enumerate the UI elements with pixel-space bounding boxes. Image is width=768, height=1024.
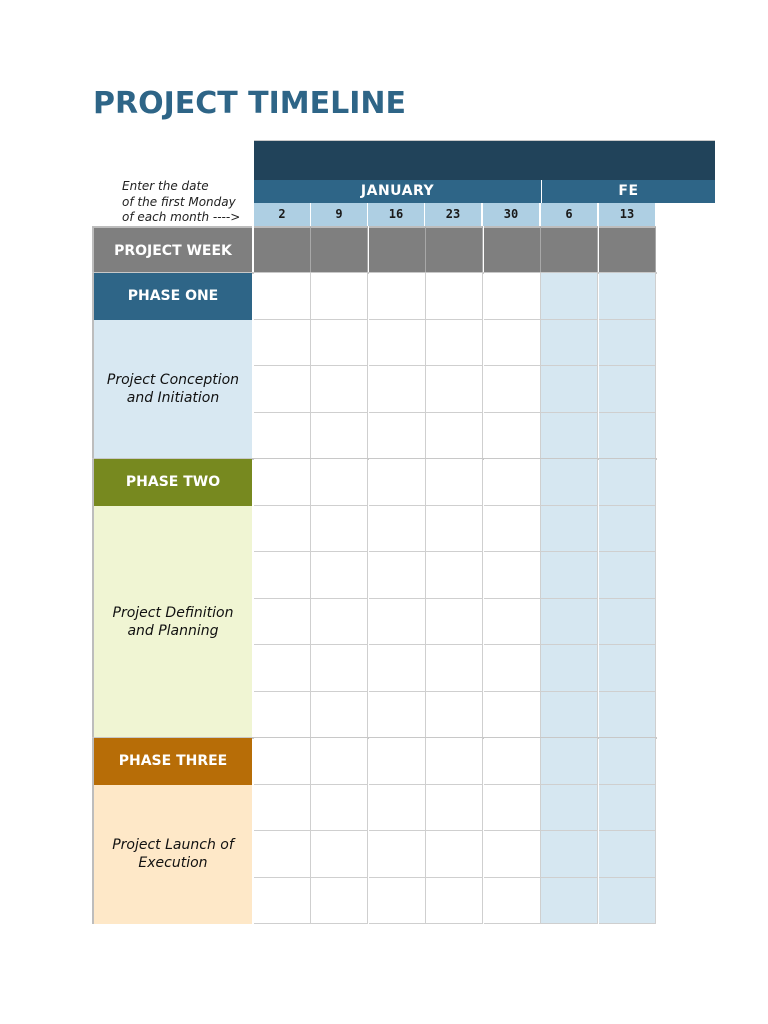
timeline-cell[interactable]: [254, 366, 311, 413]
timeline-cell[interactable]: [426, 645, 483, 692]
timeline-cell[interactable]: [254, 692, 311, 739]
timeline-cell[interactable]: [484, 459, 541, 506]
timeline-cell[interactable]: [484, 320, 541, 367]
timeline-cell[interactable]: [254, 738, 311, 785]
timeline-cell[interactable]: [599, 320, 656, 367]
timeline-cell[interactable]: [311, 366, 368, 413]
day-cell[interactable]: 2: [254, 203, 311, 226]
timeline-cell[interactable]: [311, 413, 368, 460]
timeline-cell[interactable]: [541, 506, 598, 553]
day-cell[interactable]: 16: [368, 203, 425, 226]
timeline-cell[interactable]: [484, 878, 541, 925]
timeline-cell[interactable]: [426, 552, 483, 599]
instructions-line-3: of each month ---->: [122, 210, 241, 224]
timeline-cell[interactable]: [599, 785, 656, 832]
timeline-cell[interactable]: [599, 506, 656, 553]
timeline-cell[interactable]: [369, 552, 426, 599]
timeline-cell[interactable]: [599, 366, 656, 413]
timeline-cell[interactable]: [599, 878, 656, 925]
timeline-cell[interactable]: [484, 645, 541, 692]
timeline-cell[interactable]: [426, 320, 483, 367]
phase-heading: PHASE TWO: [92, 459, 252, 506]
week-cell[interactable]: [369, 226, 426, 273]
timeline-cell[interactable]: [484, 413, 541, 460]
day-cell[interactable]: 6: [541, 203, 598, 226]
timeline-cell[interactable]: [426, 738, 483, 785]
project-week-label: PROJECT WEEK: [92, 226, 252, 273]
timeline-cell[interactable]: [599, 459, 656, 506]
timeline-cell[interactable]: [369, 738, 426, 785]
timeline-cell[interactable]: [541, 552, 598, 599]
timeline-cell[interactable]: [254, 320, 311, 367]
timeline-cell[interactable]: [311, 645, 368, 692]
timeline-cell[interactable]: [311, 738, 368, 785]
timeline-cell[interactable]: [426, 459, 483, 506]
week-cell[interactable]: [426, 226, 483, 273]
timeline-cell[interactable]: [254, 506, 311, 553]
timeline-cell[interactable]: [599, 738, 656, 785]
timeline-cell[interactable]: [484, 692, 541, 739]
timeline-cell[interactable]: [254, 645, 311, 692]
timeline-cell[interactable]: [484, 273, 541, 320]
timeline-cell[interactable]: [484, 785, 541, 832]
phase-description: [92, 320, 252, 460]
timeline-cell[interactable]: [484, 599, 541, 646]
timeline-cell[interactable]: [369, 320, 426, 367]
timeline-cell[interactable]: [311, 273, 368, 320]
timeline-cell[interactable]: [254, 878, 311, 925]
timeline-cell[interactable]: [541, 738, 598, 785]
timeline-cell[interactable]: [541, 878, 598, 925]
timeline-cell[interactable]: [484, 506, 541, 553]
timeline-cell[interactable]: [599, 552, 656, 599]
phase-description: [92, 506, 252, 739]
timeline-cell[interactable]: [541, 413, 598, 460]
week-cell[interactable]: [599, 226, 656, 273]
timeline-cell[interactable]: [484, 552, 541, 599]
phase-heading: PHASE THREE: [92, 738, 252, 785]
timeline-cell[interactable]: [541, 785, 598, 832]
timeline-cell[interactable]: [541, 320, 598, 367]
timeline-cell[interactable]: [541, 599, 598, 646]
instructions-line-1: Enter the date: [122, 179, 209, 193]
timeline-cell[interactable]: [484, 366, 541, 413]
timeline-cell[interactable]: [254, 599, 311, 646]
phase-description-text: Project Launch of Execution: [112, 837, 234, 872]
timeline-cell[interactable]: [254, 459, 311, 506]
timeline-cell[interactable]: [599, 831, 656, 878]
timeline-cell[interactable]: [254, 552, 311, 599]
day-cell[interactable]: 30: [483, 203, 540, 226]
timeline-cell[interactable]: [254, 831, 311, 878]
timeline-cell[interactable]: [369, 273, 426, 320]
timeline-cell[interactable]: [426, 785, 483, 832]
week-cell[interactable]: [311, 226, 368, 273]
timeline-cell[interactable]: [369, 506, 426, 553]
timeline-cell[interactable]: [426, 413, 483, 460]
timeline-cell[interactable]: [599, 413, 656, 460]
phase-description-text: Project Definition and Planning: [112, 604, 234, 639]
day-cell[interactable]: 23: [425, 203, 482, 226]
timeline-cell[interactable]: [426, 366, 483, 413]
timeline-cell[interactable]: [541, 366, 598, 413]
week-cell[interactable]: [254, 226, 311, 273]
timeline-cell[interactable]: [426, 692, 483, 739]
week-cell[interactable]: [541, 226, 598, 273]
timeline-cell[interactable]: [369, 878, 426, 925]
phase-heading: PHASE ONE: [92, 273, 252, 320]
month-january[interactable]: JANUARY: [254, 180, 542, 203]
timeline-cell[interactable]: [311, 552, 368, 599]
timeline-cell[interactable]: [311, 320, 368, 367]
day-cell[interactable]: 9: [311, 203, 368, 226]
timeline-cell[interactable]: [541, 692, 598, 739]
phase-description-text: Project Conception and Initiation: [106, 372, 240, 407]
timeline-cell[interactable]: [254, 413, 311, 460]
timeline-cell[interactable]: [426, 506, 483, 553]
timeline-cell[interactable]: [599, 645, 656, 692]
timeline-cell[interactable]: [541, 459, 598, 506]
timeline-cell[interactable]: [484, 738, 541, 785]
timeline-cell[interactable]: [369, 366, 426, 413]
timeline-cell[interactable]: [599, 599, 656, 646]
timeline-cell[interactable]: [541, 273, 598, 320]
timeline-cell[interactable]: [369, 599, 426, 646]
timeline-cell[interactable]: [311, 506, 368, 553]
timeline-cell[interactable]: [426, 599, 483, 646]
timeline-cell[interactable]: [311, 785, 368, 832]
timeline-cell[interactable]: [484, 831, 541, 878]
timeline-cell[interactable]: [311, 878, 368, 925]
timeline-cell[interactable]: [599, 692, 656, 739]
month-february[interactable]: FE: [542, 180, 715, 203]
day-cell[interactable]: 13: [599, 203, 656, 226]
page-title: PROJECT TIMELINE: [93, 86, 407, 121]
instructions: [122, 179, 254, 226]
timeline-cell[interactable]: [426, 831, 483, 878]
timeline-cell[interactable]: [254, 273, 311, 320]
timeline-cell[interactable]: [369, 645, 426, 692]
timeline-cell[interactable]: [599, 273, 656, 320]
timeline-cell[interactable]: [369, 459, 426, 506]
header-bar: [254, 140, 715, 181]
timeline-cell[interactable]: [541, 831, 598, 878]
week-cell[interactable]: [484, 226, 541, 273]
timeline-cell[interactable]: [369, 785, 426, 832]
timeline-cell[interactable]: [541, 645, 598, 692]
timeline-cell[interactable]: [426, 878, 483, 925]
timeline-cell[interactable]: [311, 459, 368, 506]
timeline-cell[interactable]: [369, 831, 426, 878]
instructions-line-2: of the first Monday: [122, 194, 236, 209]
timeline-cell[interactable]: [426, 273, 483, 320]
phase-description: [92, 785, 252, 925]
timeline-cell[interactable]: [311, 831, 368, 878]
timeline-cell[interactable]: [254, 785, 311, 832]
timeline-cell[interactable]: [369, 692, 426, 739]
timeline-cell[interactable]: [311, 599, 368, 646]
timeline-cell[interactable]: [369, 413, 426, 460]
timeline-cell[interactable]: [311, 692, 368, 739]
